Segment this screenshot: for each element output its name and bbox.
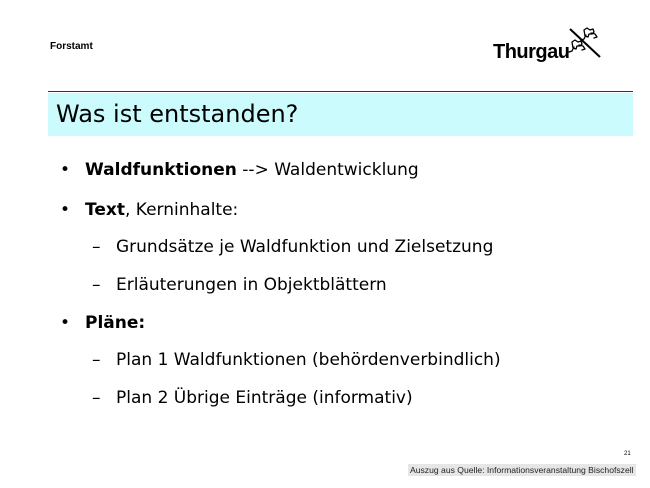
- title-band: [48, 93, 633, 136]
- dash-marker: –: [92, 237, 101, 257]
- lion-crest-icon: [567, 26, 603, 60]
- bullet-item-waldfunktionen: [60, 160, 419, 180]
- dash-marker: –: [92, 388, 101, 408]
- bullet-text: --> Waldentwicklung: [236, 160, 419, 180]
- bullet-marker: •: [60, 313, 71, 333]
- dash-marker: –: [92, 350, 101, 370]
- sub-item-text: Plan 2 Übrige Einträge (informativ): [116, 388, 413, 408]
- sub-item-plan-2: [92, 388, 413, 408]
- sub-item-text: Grundsätze je Waldfunktion und Zielsetzung: [116, 237, 494, 257]
- page-number: 21: [624, 451, 631, 457]
- bullet-item-text: [60, 200, 238, 220]
- dash-marker: –: [92, 275, 101, 295]
- bullet-bold-text: Pläne:: [85, 313, 146, 333]
- sub-item-text: Plan 1 Waldfunktionen (behördenverbindlich): [116, 350, 501, 370]
- sub-item-grundsaetze: [92, 237, 493, 257]
- bullet-item-plaene: [60, 313, 145, 333]
- bullet-bold-text: Waldfunktionen: [85, 160, 237, 180]
- sub-item-text: Erläuterungen in Objektblättern: [116, 275, 387, 295]
- source-footer: Auszug aus Quelle: Informationsveranstaltung Bischofszell: [408, 464, 636, 476]
- sub-item-erlaeuterungen: [92, 275, 387, 295]
- bullet-bold-text: Text: [85, 200, 125, 220]
- slide-title: Was ist entstanden?: [56, 100, 299, 128]
- header-divider: [48, 91, 633, 92]
- bullet-text: , Kerninhalte:: [124, 200, 239, 220]
- bullet-marker: •: [60, 160, 71, 180]
- thurgau-logo: [493, 26, 605, 68]
- sub-item-plan-1: [92, 350, 501, 370]
- org-label: Forstamt: [50, 41, 93, 52]
- bullet-marker: •: [60, 200, 71, 220]
- logo-text: Thurgau: [493, 41, 570, 63]
